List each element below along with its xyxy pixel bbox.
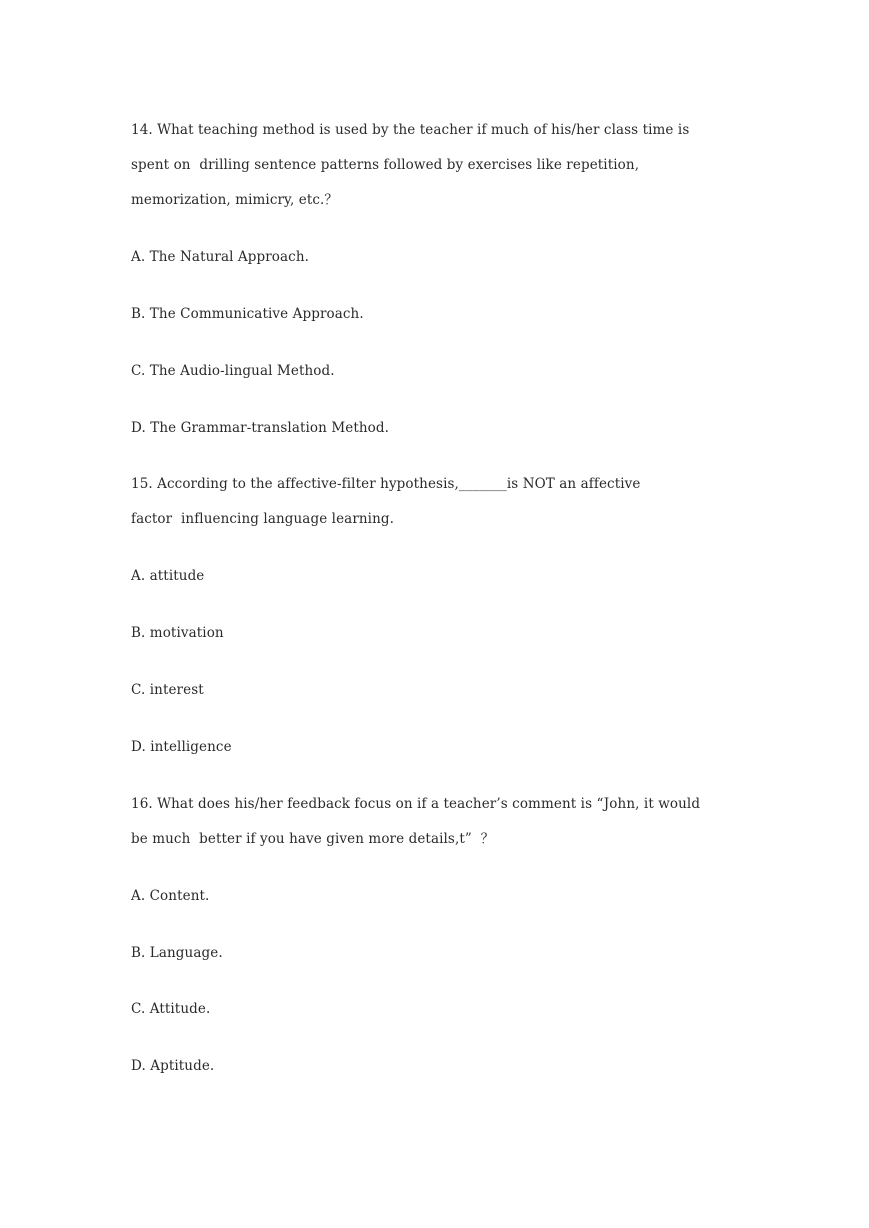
question-15-stem-line-2: factor influencing language learning. — [131, 511, 395, 527]
question-16-option-d: D. Aptitude. — [131, 1058, 215, 1074]
question-14-option-d: D. The Grammar-translation Method. — [131, 420, 390, 436]
question-16-stem-line-1: 16. What does his/her feedback focus on if a teacher’s comment is “John, it would — [131, 796, 701, 812]
question-16-option-c: C. Attitude. — [131, 1001, 211, 1017]
question-15-stem-line-1: 15. According to the affective-filter hypothesis,_______is NOT an affective — [131, 476, 641, 492]
question-16-stem-line-2: be much better if you have given more details,t” ？ — [131, 831, 495, 847]
question-15-option-d: D. intelligence — [131, 739, 232, 755]
question-14-stem-line-1: 14. What teaching method is used by the teacher if much of his/her class time is — [131, 122, 690, 138]
question-14-option-c: C. The Audio-lingual Method. — [131, 363, 335, 379]
question-15-option-b: B. motivation — [131, 625, 224, 641]
question-14-stem-line-3: memorization, mimicry, etc.？ — [131, 192, 339, 208]
question-15-option-c: C. interest — [131, 682, 204, 698]
question-16-option-a: A. Content. — [131, 888, 210, 904]
question-16-option-b: B. Language. — [131, 945, 223, 961]
question-14-stem-line-2: spent on drilling sentence patterns followed by exercises like repetition, — [131, 157, 640, 173]
question-14-option-a: A. The Natural Approach. — [131, 249, 310, 265]
question-14-option-b: B. The Communicative Approach. — [131, 306, 364, 322]
question-15-option-a: A. attitude — [131, 568, 205, 584]
